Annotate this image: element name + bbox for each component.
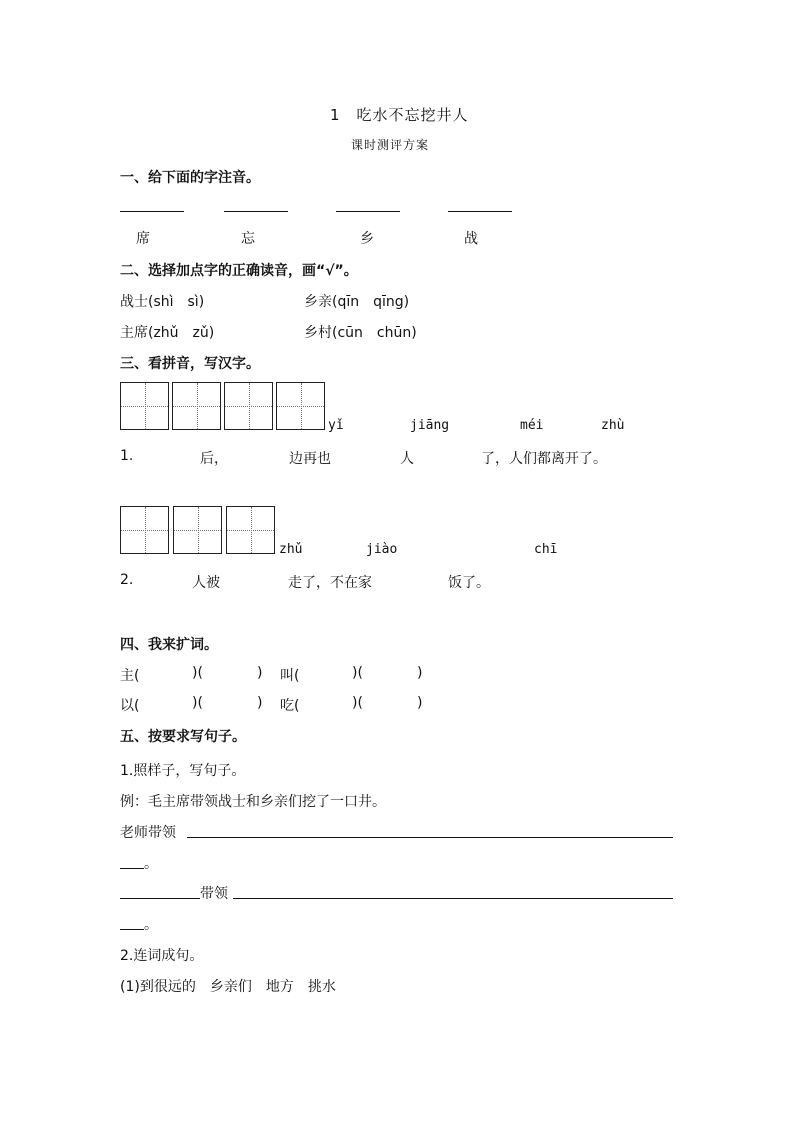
q3-s1-part-3: 人 bbox=[400, 451, 414, 467]
q2-item-2[interactable]: 乡亲(qīn qīng) bbox=[304, 294, 410, 310]
q4-row2-b: )( bbox=[192, 695, 203, 711]
section-2-heading: 二、选择加点字的正确读音，画“√”。 bbox=[120, 263, 358, 279]
q1-char-2: 忘 bbox=[241, 231, 255, 247]
section-3-heading: 三、看拼音，写汉字。 bbox=[120, 356, 260, 372]
writing-grid[interactable] bbox=[276, 382, 325, 430]
q3-s1-pinyin-4: zhù bbox=[601, 418, 625, 433]
writing-grid[interactable] bbox=[172, 382, 221, 430]
q2-item-4[interactable]: 乡村(cūn chūn) bbox=[304, 325, 417, 341]
q3-s1-pinyin-2: jiāng bbox=[410, 418, 450, 433]
q2-item-3[interactable]: 主席(zhǔ zǔ) bbox=[120, 325, 215, 341]
q3-s1-part-2: 边再也 bbox=[289, 451, 331, 467]
pinyin-blank-1[interactable] bbox=[120, 211, 184, 212]
q4-row2-e: )( bbox=[352, 695, 363, 711]
q4-row2-c: ) bbox=[257, 695, 263, 711]
pinyin-blank-2[interactable] bbox=[224, 211, 288, 212]
q3-s2-pinyin-3: chī bbox=[534, 542, 558, 557]
answer-line[interactable] bbox=[233, 898, 673, 899]
q3-s1-pinyin-3: méi bbox=[520, 418, 544, 433]
answer-line[interactable] bbox=[120, 898, 200, 899]
q3-s1-pinyin-1: yǐ bbox=[328, 418, 344, 433]
q5-words: (1)到很远的 乡亲们 地方 挑水 bbox=[120, 979, 336, 995]
pinyin-blank-3[interactable] bbox=[336, 211, 400, 212]
writing-grid[interactable] bbox=[120, 382, 169, 430]
section-1-heading: 一、给下面的字注音。 bbox=[120, 170, 260, 186]
answer-line[interactable] bbox=[187, 837, 673, 838]
q3-s1-part-1: 后， bbox=[200, 451, 228, 467]
q4-row1-d: 叫( bbox=[280, 668, 300, 684]
q5-example: 例：毛主席带领战士和乡亲们挖了一口井。 bbox=[120, 794, 386, 810]
q2-item-1[interactable]: 战士(shì sì) bbox=[120, 294, 205, 310]
page-subtitle: 课时测评方案 bbox=[351, 138, 430, 152]
q3-s2-pinyin-2: jiào bbox=[366, 542, 398, 557]
q5-line2-period: 。 bbox=[144, 917, 158, 933]
q3-s2-pinyin-1: zhǔ bbox=[279, 542, 303, 557]
q5-sub2: 2.连词成句。 bbox=[120, 948, 204, 964]
q1-char-3: 乡 bbox=[360, 231, 374, 247]
writing-grid[interactable] bbox=[120, 506, 169, 554]
q3-s1-number: 1. bbox=[120, 448, 134, 464]
writing-grid[interactable] bbox=[173, 506, 222, 554]
q4-row1-c: ) bbox=[257, 665, 263, 681]
q4-row1-f: ) bbox=[417, 665, 423, 681]
q3-s2-number: 2. bbox=[120, 572, 134, 588]
q4-row2-f: ) bbox=[417, 695, 423, 711]
section-5-heading: 五、按要求写句子。 bbox=[120, 729, 246, 745]
section-4-heading: 四、我来扩词。 bbox=[120, 637, 218, 653]
q3-s2-part-2: 走了，不在家 bbox=[288, 575, 372, 591]
answer-line[interactable] bbox=[120, 929, 144, 930]
q3-s2-part-3: 饭了。 bbox=[448, 575, 490, 591]
q4-row2-a: 以( bbox=[120, 698, 140, 714]
q4-row2-d: 吃( bbox=[280, 698, 300, 714]
q3-s1-part-4: 了，人们都离开了。 bbox=[481, 451, 607, 467]
q4-row1-a: 主( bbox=[120, 668, 140, 684]
answer-line[interactable] bbox=[120, 868, 144, 869]
q1-char-4: 战 bbox=[464, 231, 478, 247]
writing-grid[interactable] bbox=[226, 506, 275, 554]
q5-line1-period: 。 bbox=[144, 856, 158, 872]
page-title: 1 吃水不忘挖井人 bbox=[330, 106, 469, 124]
q5-line1-prefix: 老师带领 bbox=[120, 825, 176, 841]
q3-s2-part-1: 人被 bbox=[192, 575, 220, 591]
q5-line2-mid: 带领 bbox=[200, 886, 228, 902]
q4-row1-b: )( bbox=[192, 665, 203, 681]
q5-sub1: 1.照样子，写句子。 bbox=[120, 763, 246, 779]
pinyin-blank-4[interactable] bbox=[448, 211, 512, 212]
q4-row1-e: )( bbox=[352, 665, 363, 681]
writing-grid[interactable] bbox=[224, 382, 273, 430]
q1-char-1: 席 bbox=[136, 231, 150, 247]
